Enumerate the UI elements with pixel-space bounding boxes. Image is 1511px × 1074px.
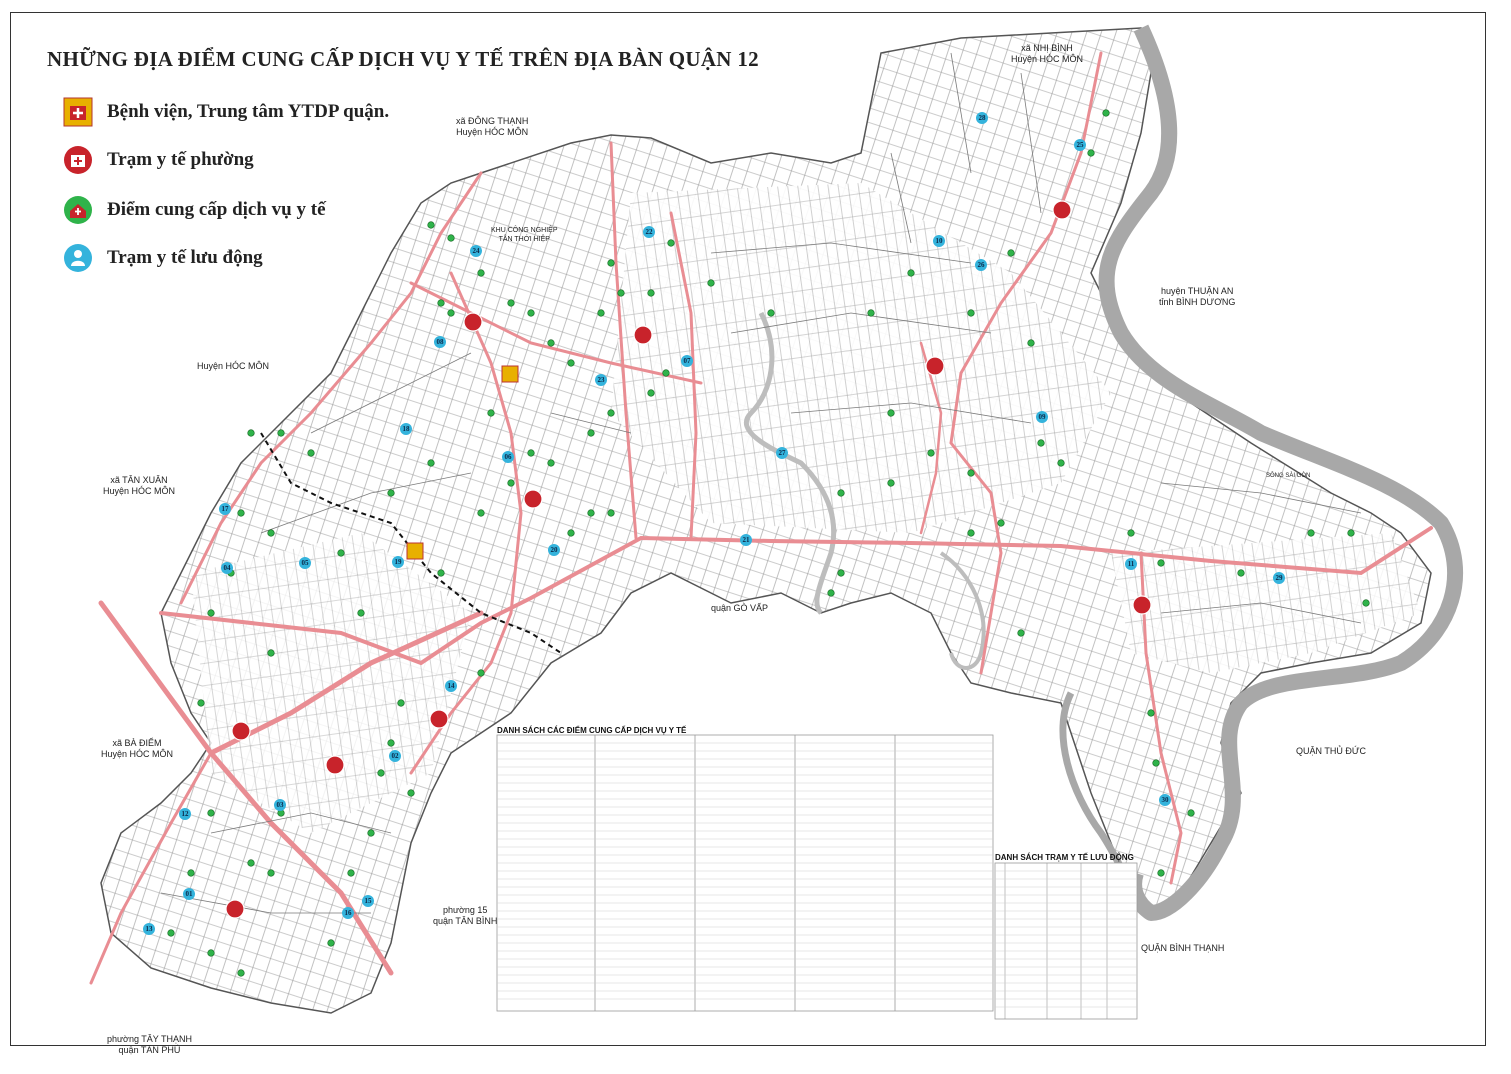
river-label: SÔNG SÀI GÒN [1266, 473, 1311, 479]
mobile-station-marker: 10 [933, 235, 945, 247]
mobile-station-marker: 02 [389, 750, 401, 762]
mobile-station-marker: 16 [342, 907, 354, 919]
ward-station-marker [232, 722, 250, 740]
service-point-icon [63, 195, 93, 225]
place-label: xã NHỊ BÌNH Huyện HÓC MÔN [1011, 43, 1084, 64]
legend-label: Trạm y tế lưu động [107, 247, 263, 268]
ward-station-marker [226, 900, 244, 918]
place-label: quận GÒ VẤP [711, 603, 769, 613]
mobile-station-marker: 25 [1074, 139, 1086, 151]
place-label: KHU CÔNG NGHIỆP TÂN THỚI HIỆP [491, 227, 558, 243]
mobile-station-marker: 14 [445, 680, 457, 692]
hospital-marker [502, 366, 518, 382]
mobile-station-marker: 04 [221, 562, 233, 574]
legend-item-ward-station [63, 145, 254, 175]
place-label: Huyện HÓC MÔN [197, 361, 270, 371]
mobile-station-marker: 07 [681, 355, 693, 367]
mobile-station-marker: 22 [643, 226, 655, 238]
mobile-station-marker: 13 [143, 923, 155, 935]
legend-label: Bệnh viện, Trung tâm YTDP quận. [107, 101, 390, 122]
mobile-station-marker: 17 [219, 503, 231, 515]
mobile-station-marker: 09 [1036, 411, 1048, 423]
mobile-station-marker: 15 [362, 895, 374, 907]
ward-station-marker [1053, 201, 1071, 219]
mobile-station-marker: 03 [274, 799, 286, 811]
mobile-station-marker: 23 [595, 374, 607, 386]
ward-station-marker [326, 756, 344, 774]
place-label: huyện THUẬN AN tỉnh BÌNH DƯƠNG [1159, 286, 1236, 307]
service-points-table-title: DANH SÁCH CÁC ĐIỂM CUNG CẤP DỊCH VỤ Y TẾ [497, 726, 687, 735]
mobile-station-marker: 18 [400, 423, 412, 435]
place-label: phường 15 quận TÂN BÌNH [433, 905, 498, 926]
mobile-station-marker: 29 [1273, 572, 1285, 584]
mobile-station-icon [63, 243, 93, 273]
mobile-station-marker: 21 [740, 534, 752, 546]
service-points-table [497, 735, 993, 1011]
mobile-station-marker: 11 [1125, 558, 1137, 570]
mobile-station-marker: 26 [975, 259, 987, 271]
hospital-icon [63, 97, 93, 127]
mobile-station-marker: 01 [183, 888, 195, 900]
place-label: xã BÀ ĐIỂM Huyện HÓC MÔN [101, 738, 174, 759]
ward-station-marker [524, 490, 542, 508]
mobile-station-marker: 24 [470, 245, 482, 257]
mobile-station-marker: 08 [434, 336, 446, 348]
place-label: QUẬN THỦ ĐỨC [1296, 746, 1367, 756]
mobile-station-marker: 12 [179, 808, 191, 820]
hospital-marker [407, 543, 423, 559]
mobile-station-marker: 30 [1159, 794, 1171, 806]
mobile-station-marker: 20 [548, 544, 560, 556]
mobile-station-marker: 27 [776, 447, 788, 459]
ward-station-marker [430, 710, 448, 728]
place-label: QUẬN BÌNH THẠNH [1141, 943, 1225, 953]
mobile-station-marker: 28 [976, 112, 988, 124]
mobile-station-marker: 06 [502, 451, 514, 463]
map-frame [10, 12, 1486, 1055]
legend-item-hospital [63, 97, 389, 127]
legend-label: Điểm cung cấp dịch vụ y tế [107, 199, 326, 220]
ward-station-marker [1133, 596, 1151, 614]
place-label: xã TÂN XUÂN Huyện HÓC MÔN [103, 475, 176, 496]
legend-item-mobile-station [63, 243, 263, 273]
place-label: xã ĐÔNG THẠNH Huyện HÓC MÔN [456, 116, 529, 137]
map-title: NHỮNG ĐỊA ĐIỂM CUNG CẤP DỊCH VỤ Y TẾ TRÊN ĐỊA BÀN QUẬN 12 [47, 47, 759, 71]
ward-station-marker [464, 313, 482, 331]
mobile-stations-table-title: DANH SÁCH TRẠM Y TẾ LƯU ĐỘNG [995, 853, 1134, 862]
ward-station-marker [634, 326, 652, 344]
place-label: phường TÂY THẠNH quận TÂN PHÚ [107, 1034, 192, 1055]
legend-label: Trạm y tế phường [107, 149, 254, 170]
mobile-station-marker: 05 [299, 557, 311, 569]
ward-health-station-icon [63, 145, 93, 175]
ward-station-marker [926, 357, 944, 375]
legend-item-service-point [63, 195, 326, 225]
mobile-station-marker: 19 [392, 556, 404, 568]
mobile-stations-table [995, 863, 1137, 1019]
